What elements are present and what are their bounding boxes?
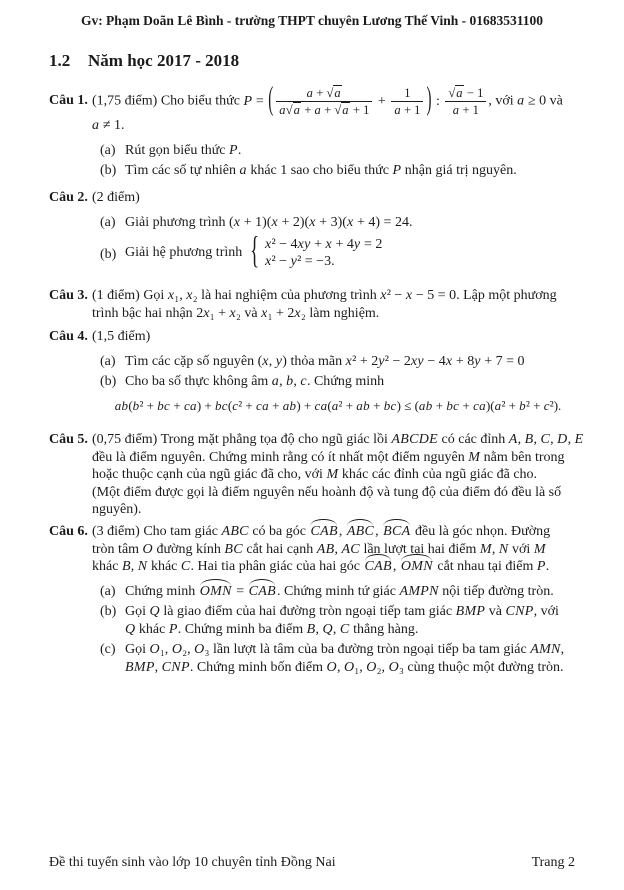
- equation-system: { x² − 4xy + x + 4y = 2 x² − y² = −3.: [249, 231, 383, 273]
- problem-6-items: [92, 583, 584, 677]
- page-header: Gv: Phạm Doãn Lê Bình - trường THPT chuyên Lương Thế Vinh - 01683531100: [80, 13, 544, 28]
- text-line: Tìm các số tự nhiên a khác 1 sao cho biểu thức P nhận giá trị nguyên.: [125, 163, 517, 178]
- sqrt-radical: √a: [448, 86, 463, 100]
- problem-1-body: [92, 83, 584, 180]
- problem-5-body: [92, 431, 584, 519]
- wide-hat-angle: CAB: [310, 524, 338, 539]
- problem-1-label: Câu 1.: [49, 93, 88, 108]
- item-marker: (b): [100, 374, 117, 389]
- text-line: hoặc thuộc cạnh của ngũ giác đã cho, với M khác các đỉnh của ngũ giác đã cho.: [92, 467, 538, 482]
- section-title: Năm học 2017 - 2018: [88, 51, 240, 70]
- problem-3: [49, 287, 584, 322]
- item-marker: (a): [100, 353, 116, 369]
- item-marker: (b): [100, 163, 117, 178]
- text-line: đều là điểm nguyên. Chứng minh rằng có ít nhất một điểm nguyên M nằm bên trong: [92, 449, 565, 465]
- problem-6-body: [92, 523, 584, 676]
- text-line: a ≠ 1.: [92, 118, 125, 133]
- text-line: Q khác P. Chứng minh ba điểm B, Q, C thẳng hàng.: [125, 621, 419, 637]
- item-b: [92, 373, 584, 391]
- page-footer: [49, 855, 575, 871]
- big-paren: (: [268, 83, 274, 118]
- text-line: Giải hệ phương trình { x² − 4xy + x + 4y = 2 x² − y² = −3.: [125, 231, 383, 273]
- text-line: Giải phương trình (x + 1)(x + 2)(x + 3)(x + 4) = 24.: [125, 214, 413, 230]
- text-line: trình bậc hai nhận 2x₁ + x₂ và x₁ + 2x₂ làm nghiệm.: [92, 305, 380, 321]
- text-line: (Một điểm được gọi là điểm nguyên nếu hoành độ và tung độ của điểm đó đều là số: [92, 484, 562, 500]
- item-marker: (b): [100, 247, 117, 262]
- text-line: tròn tâm O đường kính BC cắt hai cạnh AB, AC lần lượt tại hai điểm M, N với M: [92, 541, 546, 557]
- item-marker: (a): [100, 214, 116, 230]
- text-line: Cho ba số thực không âm a, b, c. Chứng minh: [125, 374, 385, 389]
- item-c: [92, 641, 584, 676]
- problem-1-items: [92, 142, 584, 180]
- text-line: (2 điểm): [92, 190, 140, 205]
- text-line: (1,75 điểm) Cho biểu thức P = ( $\frac{a + √a}{a√a + a + √a + 1}$ + $\frac{1}{a + 1}$ ) : $\frac{√a - 1}{a + 1}$ , với a ≥ 0 và: [92, 83, 563, 118]
- wide-hat-angle: OMN: [400, 559, 433, 574]
- problem-3-label: Câu 3.: [49, 288, 88, 303]
- sqrt-radical: √a: [334, 103, 349, 117]
- problem-3-body: [92, 287, 584, 322]
- item-marker: (c): [100, 642, 116, 657]
- problem-6: [49, 523, 584, 676]
- text-line: Chứng minh OMN = CAB. Chứng minh tứ giác AMPN nội tiếp đường tròn.: [125, 583, 554, 599]
- item-a: [92, 142, 584, 160]
- section-number: 1.2: [49, 51, 71, 70]
- problem-4: [49, 328, 584, 414]
- fraction: $\frac{a + √a}{a√a + a + √a + 1}$: [276, 86, 372, 117]
- sqrt-radical: √a: [326, 86, 341, 100]
- text-line: (0,75 điểm) Trong mặt phẳng tọa độ cho ngũ giác lồi ABCDE có các đỉnh A, B, C, D, E: [92, 432, 584, 447]
- item-marker: (b): [100, 604, 117, 619]
- fraction: $\frac{√a - 1}{a + 1}$: [445, 86, 486, 117]
- problem-2-items: [92, 214, 584, 271]
- item-b: [92, 162, 584, 180]
- item-a: [92, 583, 584, 601]
- text-line: Gọi O₁, O₂, O₃ lần lượt là tâm của ba đường tròn ngoại tiếp ba tam giác AMN,: [125, 642, 565, 657]
- item-marker: (a): [100, 142, 116, 158]
- wide-hat-angle: OMN: [199, 583, 232, 599]
- wide-hat-angle: BCA: [383, 524, 411, 539]
- problem-5-label: Câu 5.: [49, 432, 88, 447]
- text-line: Rút gọn biểu thức P.: [125, 142, 242, 158]
- item-a: [92, 353, 584, 371]
- big-paren: ): [426, 83, 432, 118]
- problem-4-body: [92, 328, 584, 414]
- problem-4-items: [92, 353, 584, 391]
- text-line: (1 điểm) Gọi x₁, x₂ là hai nghiệm của phương trình x² − x − 5 = 0. Lập một phương: [92, 288, 557, 303]
- sqrt-radical: √a: [285, 103, 301, 117]
- display-formula: ab(b² + bc + ca) + bc(c² + ca + ab) + ca(a² + ab + bc) ≤ (ab + bc + ca)(a² + b² + c²).: [114, 397, 562, 413]
- fraction: $\frac{1}{a + 1}$: [391, 86, 423, 117]
- text-line: (3 điểm) Cho tam giác ABC có ba góc CAB, ABC, BCA đều là góc nhọn. Đường: [92, 524, 551, 539]
- footer-document-title: Đề thi tuyển sinh vào lớp 10 chuyên tỉnh Đồng Nai: [49, 855, 336, 870]
- problem-4-label: Câu 4.: [49, 329, 88, 344]
- footer-page-number: Trang 2: [531, 855, 575, 870]
- section-heading: [49, 51, 239, 71]
- problem-2: [49, 189, 584, 273]
- text-line: Gọi Q là giao điểm của hai đường tròn ngoại tiếp tam giác BMP và CNP, với: [125, 604, 559, 619]
- item-b: [92, 231, 584, 273]
- item-marker: (a): [100, 583, 116, 599]
- text-line: nguyên).: [92, 502, 142, 517]
- problem-5: [49, 431, 584, 519]
- problem-6-label: Câu 6.: [49, 524, 88, 539]
- problem-2-label: Câu 2.: [49, 190, 88, 205]
- text-line: Tìm các cặp số nguyên (x, y) thỏa mãn x² + 2y² − 2xy − 4x + 8y + 7 = 0: [125, 353, 525, 369]
- wide-hat-angle: CAB: [248, 583, 276, 599]
- problem-1: [49, 83, 584, 180]
- wide-hat-angle: CAB: [364, 559, 392, 574]
- text-line: khác B, N khác C. Hai tia phân giác của hai góc CAB, OMN cắt nhau tại điểm P.: [92, 559, 550, 574]
- problem-2-body: [92, 189, 584, 273]
- item-b: [92, 603, 584, 638]
- item-a: [92, 214, 584, 232]
- text-line: (1,5 điểm): [92, 329, 151, 344]
- text-line: BMP, CNP. Chứng minh bốn điểm O, O₁, O₂, O₃ cùng thuộc một đường tròn.: [125, 659, 564, 675]
- wide-hat-angle: ABC: [346, 524, 375, 539]
- system-brace: {: [249, 231, 259, 273]
